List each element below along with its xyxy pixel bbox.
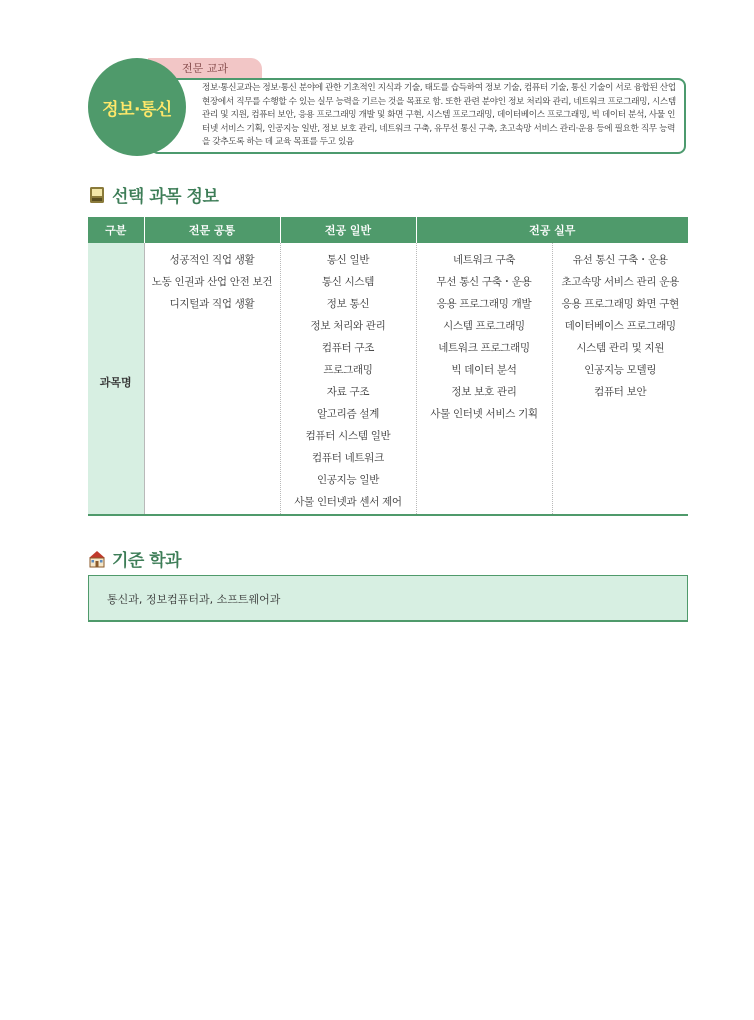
subject-item: 응용 프로그래밍 화면 구현 — [561, 298, 679, 310]
subject-tag: 전문 교과 — [148, 58, 262, 80]
subjects-section-title: 선택 과목 정보 — [112, 187, 219, 207]
subject-item: 빅 데이터 분석 — [451, 364, 517, 376]
header-common: 전문 공통 — [144, 217, 280, 243]
dept-list: 통신과, 정보컴퓨터과, 소프트웨어과 — [107, 593, 281, 606]
subject-item: 통신 일반 — [326, 254, 370, 266]
book-icon — [88, 186, 106, 204]
category-badge — [88, 58, 186, 156]
common-cell — [144, 243, 280, 515]
practical-b-cell — [552, 243, 688, 515]
table-header-row — [88, 217, 688, 243]
subject-item: 정보 처리와 관리 — [310, 320, 386, 332]
description-text: 정보·통신교과는 정보·통신 분야에 관한 기초적인 지식과 기술, 태도를 습득하여 정보 기술, 컴퓨터 기술, 통신 기술이 서로 융합된 산업 현장에서 직무를 수행할 수 있는 실무 능력을 기르는 것을 목표로 함. 또한 관련 분야인 정보 처리와 관리, 네트워크 프로그래밍, 시스템 관리 및 지원, 컴퓨터 보안, 응용 프로그래밍 개발 및 화면 구현, 시스템 프로그래밍, 데이터베이스 프로그래밍, 빅 데이터 분석, 사물 인터넷 서비스 기획, 인공지능 일반, 정보 보호 관리, 네트워크 구축, 유무선 통신 구축, 초고속망 서비스 관리·운용 등에 필요한 직무 능력을 갖추도록 하는 데 교육 목표를 두고 있음 — [202, 83, 676, 148]
subject-item: 알고리즘 설계 — [316, 408, 380, 420]
subject-item: 자료 구조 — [326, 386, 370, 398]
header-practical: 전공 실무 — [416, 217, 688, 243]
subject-item: 데이터베이스 프로그래밍 — [564, 320, 676, 332]
subject-item: 시스템 관리 및 지원 — [576, 342, 665, 354]
subject-item: 컴퓨터 네트워크 — [312, 452, 384, 464]
dept-section-title: 기준 학과 — [112, 551, 182, 571]
subjects-table — [88, 217, 688, 516]
subject-item: 컴퓨터 보안 — [594, 386, 647, 398]
header-category: 구분 — [88, 217, 144, 243]
subject-item: 성공적인 직업 생활 — [169, 254, 255, 266]
subject-item: 무선 통신 구축・운용 — [436, 276, 532, 288]
subject-item: 인공지능 일반 — [316, 474, 380, 486]
subject-item: 노동 인권과 산업 안전 보건 — [151, 276, 273, 288]
subject-item: 컴퓨터 구조 — [321, 342, 375, 354]
subject-item: 통신 시스템 — [321, 276, 375, 288]
subject-item: 컴퓨터 시스템 일반 — [305, 430, 391, 442]
subject-item: 디지털과 직업 생활 — [169, 298, 255, 310]
dept-section-heading — [88, 546, 181, 571]
subject-item: 응용 프로그래밍 개발 — [436, 298, 532, 310]
header-general: 전공 일반 — [280, 217, 416, 243]
subject-item: 네트워크 구축 — [452, 254, 516, 266]
practical-a-cell — [416, 243, 552, 515]
general-cell — [280, 243, 416, 515]
school-icon — [88, 550, 106, 568]
subject-item: 사물 인터넷과 센서 제어 — [294, 496, 402, 508]
subject-item: 초고속망 서비스 관리 운용 — [561, 276, 679, 288]
subjects-section-heading — [88, 182, 218, 207]
category-title: 정보·통신 — [102, 99, 172, 120]
subject-item: 시스템 프로그래밍 — [443, 320, 525, 332]
subject-item: 유선 통신 구축・운용 — [572, 254, 668, 266]
subject-item: 인공지능 모델링 — [584, 364, 657, 376]
dept-box — [88, 575, 688, 622]
subject-item: 네트워크 프로그래밍 — [438, 342, 530, 354]
subject-item: 프로그래밍 — [323, 364, 373, 376]
subject-item: 정보 통신 — [326, 298, 370, 310]
subject-item: 정보 보호 관리 — [451, 386, 517, 398]
table-row — [88, 243, 688, 515]
subject-item: 사물 인터넷 서비스 기획 — [430, 408, 538, 420]
row-label: 과목명 — [88, 243, 144, 515]
